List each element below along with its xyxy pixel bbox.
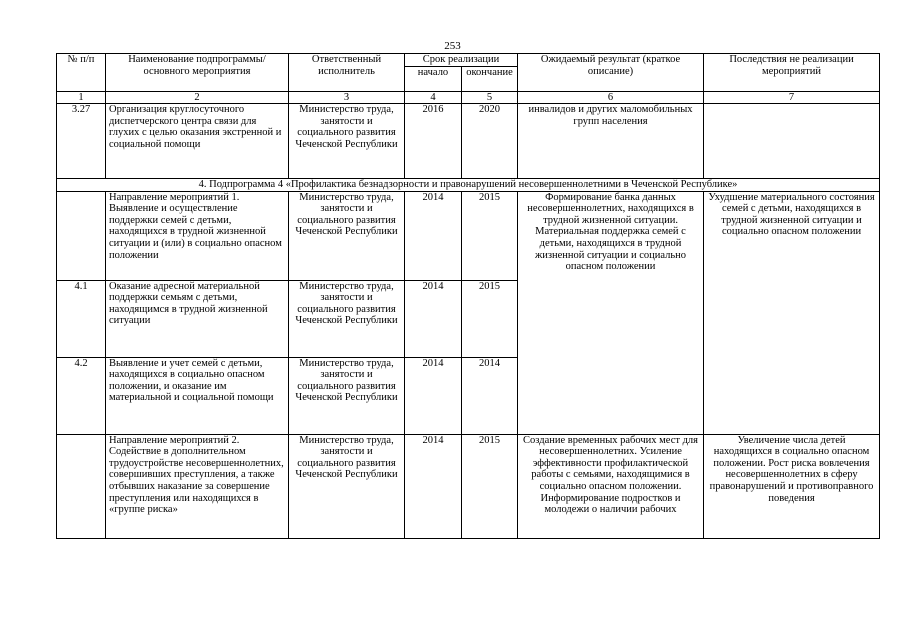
row-name: Выявление и учет семей с детьми, находящихся в социально опасном положении, и оказание им материальной и социальной помощи: [106, 357, 289, 434]
header-num: № п/п: [57, 54, 106, 92]
row-end: 2015: [462, 434, 518, 538]
header-responsible: Ответственный исполнитель: [289, 54, 405, 92]
row-end: 2015: [462, 191, 518, 280]
row-num: 3.27: [57, 104, 106, 179]
page-number: 253: [444, 40, 461, 52]
column-number: 3: [289, 92, 405, 104]
header-name: Наименование подпрограммы/ основного мероприятия: [106, 54, 289, 92]
row-responsible: Министерство труда, занятости и социального развития Чеченской Республики: [289, 191, 405, 280]
row-name: Оказание адресной материальной поддержки семьям с детьми, находящимся в трудной жизненной ситуации: [106, 280, 289, 357]
row-name: Направление мероприятий 2. Содействие в дополнительном трудоустройстве несовершеннолетних, совершивших преступления, а также отбывших наказание за совершение преступления или находящихся в «группе риска»: [106, 434, 289, 538]
row-result: инвалидов и других маломобильных групп населения: [518, 104, 704, 179]
column-number: 2: [106, 92, 289, 104]
header-row-top: [57, 54, 880, 67]
header-start: начало: [405, 67, 462, 92]
row-consequence: Увеличение числа детей находящихся в социально опасном положении. Рост риска вовлечения несовершеннолетних в сферу правонарушений и противоправного поведения: [704, 434, 880, 538]
header-end: окончание: [462, 67, 518, 92]
column-numbers-row: [57, 92, 880, 104]
row-num: 4.1: [57, 280, 106, 357]
header-period: Срок реализации: [405, 54, 518, 67]
header-result: Ожидаемый результат (краткое описание): [518, 54, 704, 92]
row-consequence: [704, 104, 880, 179]
header-consequences: Последствия не реализации мероприятий: [704, 54, 880, 92]
row-responsible: Министерство труда, занятости и социального развития Чеченской Республики: [289, 357, 405, 434]
section-heading: 4. Подпрограмма 4 «Профилактика безнадзорности и правонарушений несовершеннолетними в Чеченской Республике»: [57, 179, 880, 192]
section-heading-row: [57, 179, 880, 192]
row-end: 2014: [462, 357, 518, 434]
table-row: [57, 434, 880, 538]
column-number: 6: [518, 92, 704, 104]
row-start: 2014: [405, 191, 462, 280]
row-start: 2014: [405, 280, 462, 357]
column-number: 1: [57, 92, 106, 104]
row-start: 2016: [405, 104, 462, 179]
row-result: Создание временных рабочих мест для несовершеннолетних. Усиление эффективности профилактической работы с семьями, находящимися в социально опасном положении. Информирование подростков и молодежи о наличии рабочих: [518, 434, 704, 538]
row-num: 4.2: [57, 357, 106, 434]
column-number: 4: [405, 92, 462, 104]
row-responsible: Министерство труда, занятости и социального развития Чеченской Республики: [289, 104, 405, 179]
row-responsible: Министерство труда, занятости и социального развития Чеченской Республики: [289, 280, 405, 357]
program-table: [56, 53, 880, 539]
row-consequence: Ухудшение материального состояния семей с детьми, находящихся в трудной жизненной ситуации и социально опасном положении: [704, 191, 880, 434]
column-number: 5: [462, 92, 518, 104]
row-num: [57, 191, 106, 280]
row-num: [57, 434, 106, 538]
row-name: Организация круглосуточного диспетчерского центра связи для глухих с целью оказания экстренной и социальной помощи: [106, 104, 289, 179]
row-end: 2020: [462, 104, 518, 179]
column-number: 7: [704, 92, 880, 104]
row-responsible: Министерство труда, занятости и социального развития Чеченской Республики: [289, 434, 405, 538]
row-start: 2014: [405, 434, 462, 538]
row-end: 2015: [462, 280, 518, 357]
row-name: Направление мероприятий 1. Выявление и осуществление поддержки семей с детьми, находящихся в трудной жизненной ситуации и (или) в социально опасном положении: [106, 191, 289, 280]
table-row: [57, 104, 880, 179]
row-start: 2014: [405, 357, 462, 434]
row-result: Формирование банка данных несовершеннолетних, находящихся в трудной жизненной ситуации. Материальная поддержка семей с детьми, находящихся в трудной жизненной ситуации и социально опасном положении: [518, 191, 704, 434]
table-row: [57, 191, 880, 280]
